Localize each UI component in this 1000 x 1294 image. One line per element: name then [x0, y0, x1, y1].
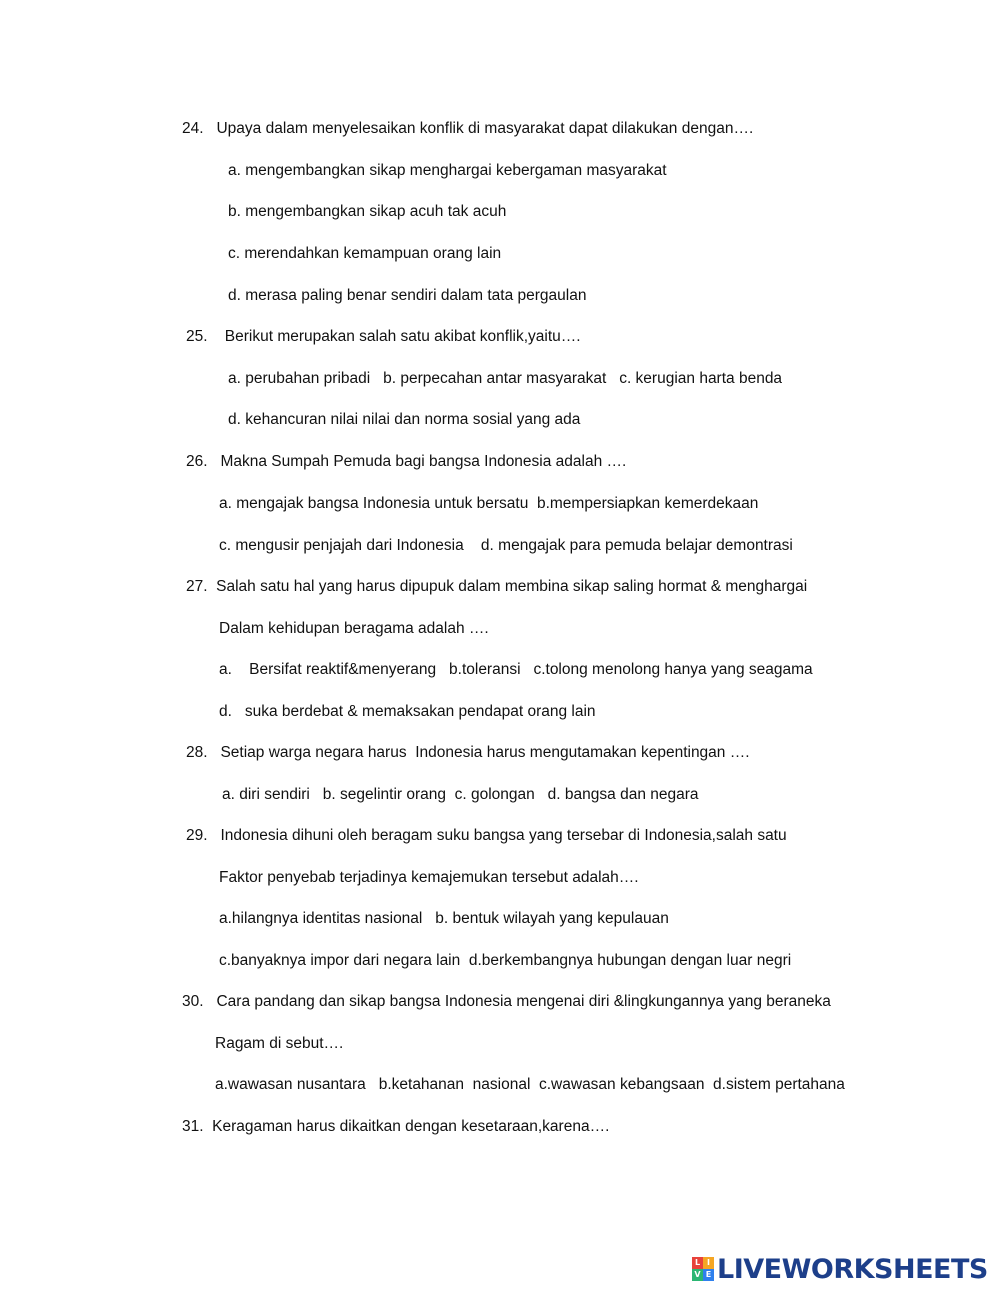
question-29-options-line-2: c.banyaknya impor dari negara lain d.berkembangnya hubungan dengan luar negri — [219, 952, 792, 969]
question-26-options-line-2: c. mengusir penjajah dari Indonesia d. mengajak para pemuda belajar demontrasi — [219, 537, 793, 554]
question-24-option-c: c. merendahkan kemampuan orang lain — [228, 245, 502, 262]
logo-icon-cell: I — [703, 1257, 714, 1269]
question-27-stem: 27. Salah satu hal yang harus dipupuk dalam membina sikap saling hormat & menghargai — [186, 578, 808, 595]
question-30-stem-continued: Ragam di sebut…. — [215, 1035, 344, 1052]
question-25-stem: 25. Berikut merupakan salah satu akibat konflik,yaitu…. — [186, 328, 581, 345]
question-31-stem: 31. Keragaman harus dikaitkan dengan kesetaraan,karena…. — [182, 1118, 610, 1135]
question-29-stem: 29. Indonesia dihuni oleh beragam suku bangsa yang tersebar di Indonesia,salah satu — [186, 827, 787, 844]
question-24-stem: 24. Upaya dalam menyelesaikan konflik di masyarakat dapat dilakukan dengan…. — [182, 120, 754, 137]
liveworksheets-logo — [692, 1254, 988, 1284]
question-29-options-line-1: a.hilangnya identitas nasional b. bentuk wilayah yang kepulauan — [219, 910, 669, 927]
question-26-options-line-1: a. mengajak bangsa Indonesia untuk bersatu b.mempersiapkan kemerdekaan — [219, 495, 759, 512]
question-25-options-line-1: a. perubahan pribadi b. perpecahan antar masyarakat c. kerugian harta benda — [228, 370, 783, 387]
question-24-option-d: d. merasa paling benar sendiri dalam tata pergaulan — [228, 287, 587, 304]
logo-icon-cell: V — [692, 1269, 703, 1281]
logo-icon-cell: E — [703, 1269, 714, 1281]
question-30-stem: 30. Cara pandang dan sikap bangsa Indonesia mengenai diri &lingkungannya yang beraneka — [182, 993, 831, 1010]
question-27-options-line-1: a. Bersifat reaktif&menyerang b.toleransi c.tolong menolong hanya yang seagama — [219, 661, 813, 678]
question-27-options-line-2: d. suka berdebat & memaksakan pendapat orang lain — [219, 703, 596, 720]
question-28-stem: 28. Setiap warga negara harus Indonesia harus mengutamakan kepentingan …. — [186, 744, 750, 761]
logo-icon-cell: L — [692, 1257, 703, 1269]
question-25-options-line-2: d. kehancuran nilai nilai dan norma sosial yang ada — [228, 411, 581, 428]
question-27-stem-continued: Dalam kehidupan beragama adalah …. — [219, 620, 489, 637]
question-24-option-a: a. mengembangkan sikap menghargai kebergaman masyarakat — [228, 162, 667, 179]
question-30-options: a.wawasan nusantara b.ketahanan nasional c.wawasan kebangsaan d.sistem pertahana — [215, 1076, 845, 1093]
logo-text: LIVEWORKSHEETS — [717, 1253, 988, 1285]
question-28-options: a. diri sendiri b. segelintir orang c. golongan d. bangsa dan negara — [222, 786, 699, 803]
question-24-option-b: b. mengembangkan sikap acuh tak acuh — [228, 203, 507, 220]
question-26-stem: 26. Makna Sumpah Pemuda bagi bangsa Indonesia adalah …. — [186, 453, 627, 470]
liveworksheets-icon — [692, 1257, 714, 1281]
question-29-stem-continued: Faktor penyebab terjadinya kemajemukan tersebut adalah…. — [219, 869, 639, 886]
